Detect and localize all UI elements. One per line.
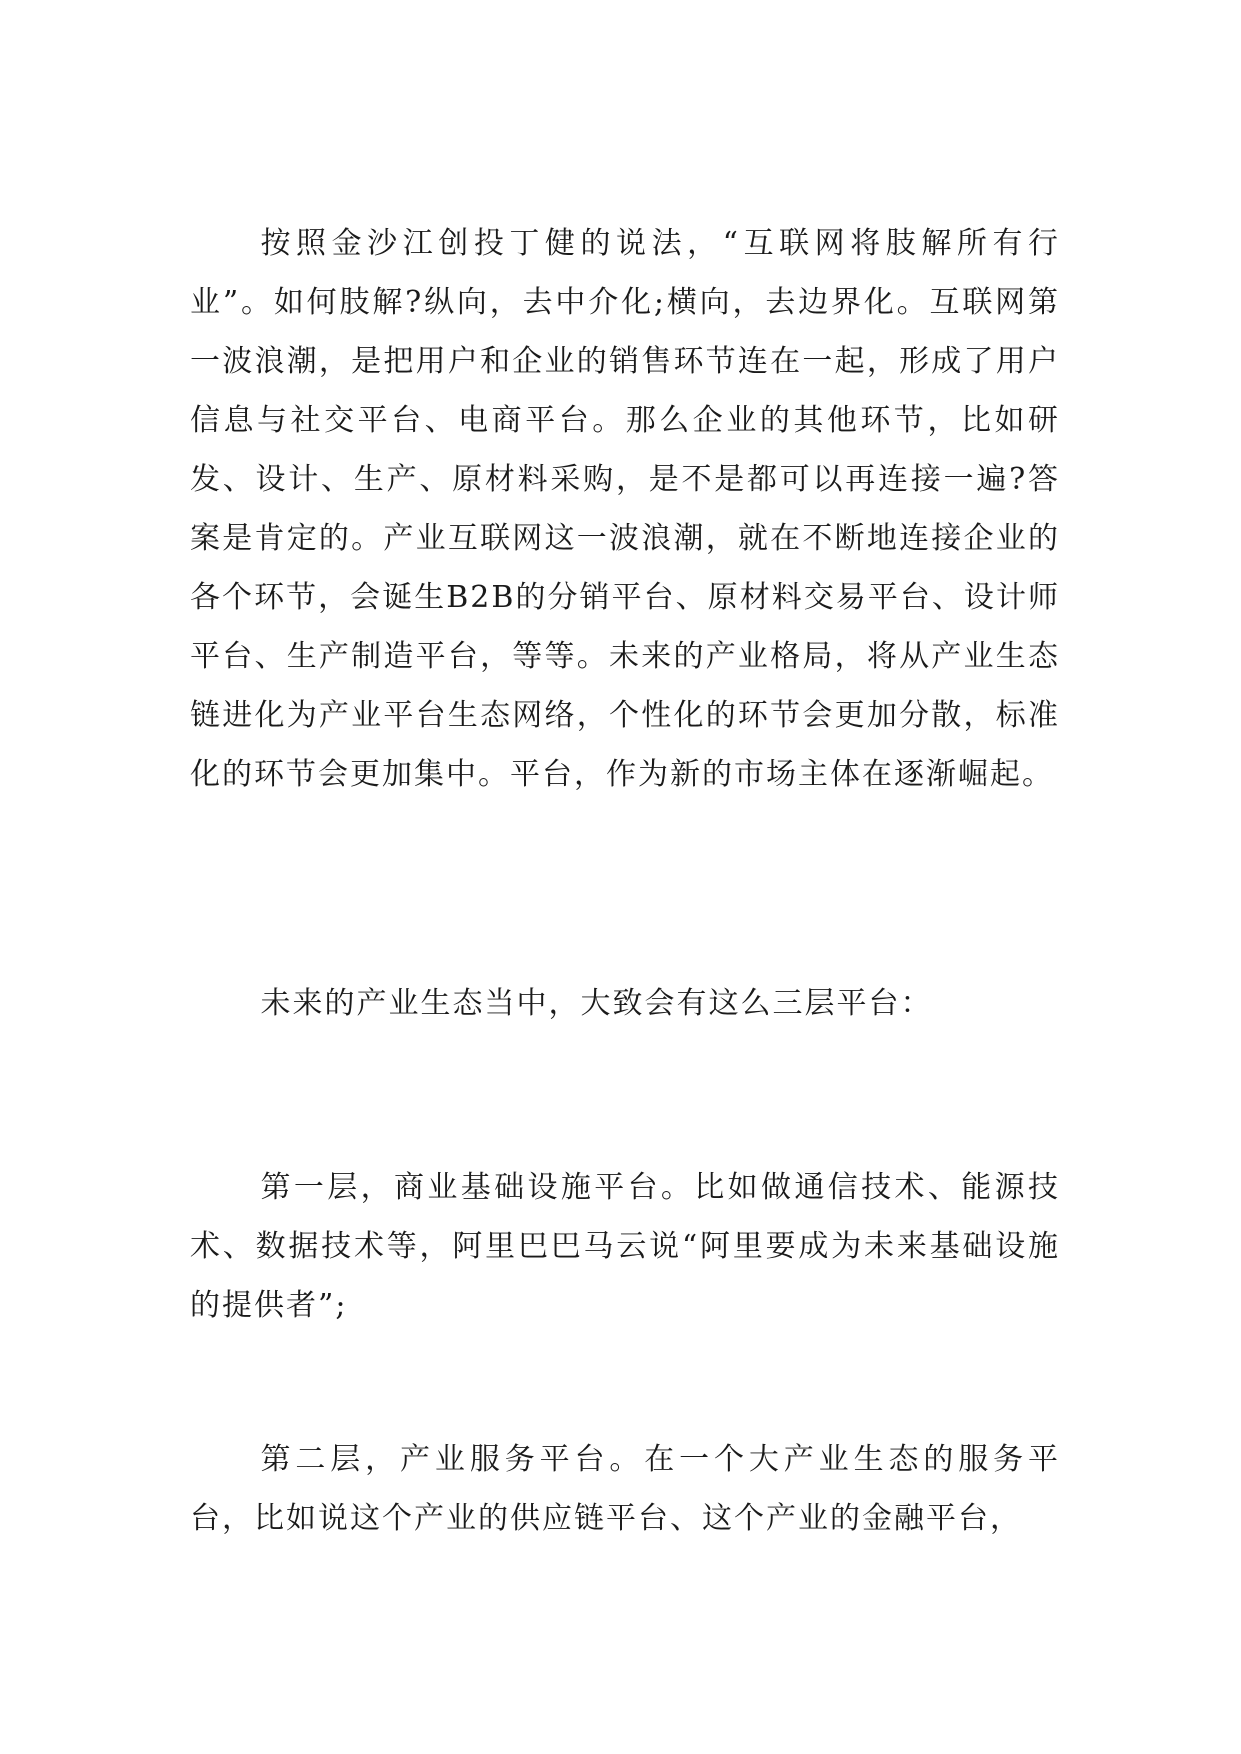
paragraph-internet-dismantles-industries: 按照金沙江创投丁健的说法，“互联网将肢解所有行业”。如何肢解?纵向，去中介化;横向，去边界化。互联网第一波浪潮，是把用户和企业的销售环节连在一起，形成了用户信息与社交平台、电商平台。那么企业的其他环节，比如研发、设计、生产、原材料采购，是不是都可以再连接一遍?答案是肯定的。产业互联网这一波浪潮，就在不断地连接企业的各个环节，会诞生B2B的分销平台、原材料交易平台、设计师平台、生产制造平台，等等。未来的产业格局，将从产业生态链进化为产业平台生态网络，个性化的环节会更加分散，标准化的环节会更加集中。平台，作为新的市场主体在逐渐崛起。	[190, 226, 1060, 792]
paragraph-three-platform-layers-intro: 未来的产业生态当中，大致会有这么三层平台：	[260, 986, 933, 1021]
paragraph-layer-one-infrastructure: 第一层，商业基础设施平台。比如做通信技术、能源技术、数据技术等，阿里巴巴马云说“阿里要成为未来基础设施的提供者”;	[190, 1170, 1060, 1323]
paragraph-layer-two-industry-services: 第二层，产业服务平台。在一个大产业生态的服务平台，比如说这个产业的供应链平台、这个产业的金融平台，	[190, 1442, 1060, 1536]
